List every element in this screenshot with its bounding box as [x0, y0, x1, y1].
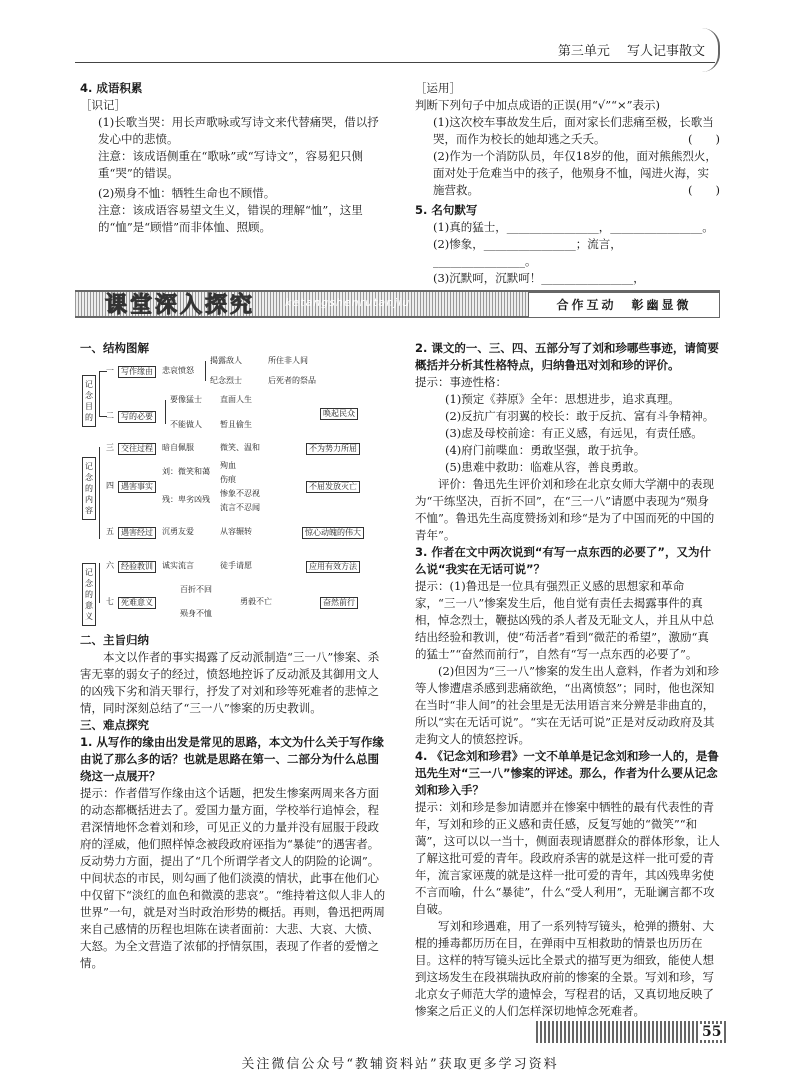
usage-label: ［运用］ — [415, 81, 461, 95]
answer-1: 提示：作者借写作缘由这个话题，把发生惨案两周来各方面的动态都概括进去了。爱国力量方面，学校举行追悼会，程君深情地怀念着刘和珍，可见正义的力量并没有屈服于段政府的淫威，他们照样悼念被段政府诬指为“暴徒”的遇害者。反动势力方面，提出了“几个所谓学者文人的阴险的论调”。中间状态的市民，则勾画了他们淡漠的情状，此事在他们心中仅留下“淡红的血色和微漠的悲哀”。“维持着这似人非人的世界”一句，就是对当时政治形势的概括。再则，鲁迅把两周来自己感情的历程也坦陈在读者面前：大悲、大哀、大愤、大怒。为全文营造了浓郁的抒情氛围，表现了作者的爱憎之情。 — [80, 786, 386, 970]
page-number-bar — [536, 1021, 726, 1043]
recite-line-3[interactable]: (3)沉默呵，沉默呵！________________， — [433, 271, 645, 285]
theme-heading: 二、主旨归纳 — [80, 633, 149, 647]
page-header — [558, 40, 705, 59]
banner-pinyin: ketangshenrutanjiu — [285, 296, 411, 309]
left-column-text — [80, 632, 390, 972]
diagram-node-sacrifice: 死难意义 — [118, 597, 156, 609]
page-number: 55 — [702, 1024, 722, 1040]
answer-4b: 写刘和珍遇难，用了一系列特写镜头，枪弹的攒射、大棍的捶毒都历历在目，在弹雨中互相救助的情景也历历在目。这样的特写镜头远比全景式的描写更为细致，能使人想到这场发生在段祺瑞执政府前的惨案的全景。写刘和珍，写北京女子师范大学的遗悼会，写程君的话，又真切地反映了惨案之后正义的人们怎样深切地悼念死难者。 — [415, 919, 714, 1018]
answer-blank-2[interactable]: ( ) — [688, 183, 720, 197]
hint-5: (5)患难中救助：临难从容，善良勇敢。 — [445, 460, 646, 474]
diagram-result-perish: 不屈发放灭亡 — [306, 481, 360, 493]
footer-note: 关注微信公众号“教辅资料站”获取更多学习资料 — [241, 1057, 559, 1072]
diagram-result-awaken: 唤起民众 — [320, 408, 358, 420]
idiom-note-2: 注意：该成语容易望文生义，错误的理解“恤”，这里的“恤”是“顾惜”而非体恤、照顾。 — [98, 203, 363, 234]
header-decoration — [702, 28, 720, 72]
question-1: 1. 从写作的缘由出发是常见的思路，本文为什么关于写作缘由说了那么多的话？也就是思路在第一、二部分为什么总围绕这一点展开？ — [80, 735, 384, 783]
answer-3a: 提示：(1)鲁迅是一位具有强烈正义感的思想家和革命家，“三一八”惨案发生后，他自觉有责任去揭露事件的真相，悼念烈士，鞭挞凶残的杀人者及无耻文人，并且从中总结出经验和教训，使“苟活者”看到“微茫的希望”，激励“真的猛士”“奋然而前行”，自然有“写一点东西的必要了”。 — [415, 579, 714, 661]
memorize-label: ［识记］ — [80, 98, 126, 112]
diagram-result-unyielding: 不为势力所屈 — [306, 443, 360, 455]
recite-heading: 5. 名句默写 — [415, 203, 478, 217]
difficulty-heading: 三、难点探究 — [80, 718, 149, 732]
theme-text: 本文以作者的事实揭露了反动派制造“三一八”惨案、杀害无辜的弱女子的经过，愤怒地控诉了反动派及其御用文人的凶残下劣和消天罪行，抒发了对刘和珍等死难者的悲悼之情，同时深刻总结了“三一八”惨案的历史教训。 — [80, 650, 380, 715]
diagram-node-facts: 遇害事实 — [118, 481, 156, 493]
banner-slogan: 合作互动 彰幽显微 — [528, 292, 720, 318]
question-2: 2. 课文的一、三、四、五部分写了刘和珍哪些事迹，请简要概括并分析其性格特点，归纳鲁迅对刘和珍的评价。 — [415, 341, 719, 372]
question-4: 4. 《记念刘和珍君》一文不单单是记念刘和珍一人的，是鲁迅先生对“三一八”惨案的评述。那么，作者为什么要从记念刘和珍入手？ — [415, 749, 719, 797]
diagram-result-forward: 奋然前行 — [320, 597, 358, 609]
idiom-section — [80, 80, 390, 236]
hint-2: (2)反抗广有羽翼的校长：敢于反抗、富有斗争精神。 — [445, 409, 715, 423]
hint-4: (4)府门前喋血：勇敢坚强，敢于抗争。 — [445, 443, 646, 457]
diagram-node-necessity: 写的必要 — [118, 411, 156, 423]
diagram-node-interaction: 交往过程 — [118, 443, 156, 455]
answer-4a: 提示：刘和珍是参加请愿并在惨案中牺牲的最有代表性的青年，写刘和珍的正义感和责任感，反复写她的“微笑”“和蔼”，这可以以一当十，侧面表现请愿群众的群体形象，让人了解这批可爱的青年。段政府杀害的就是这样一批可爱的青年，流言家诬蔑的就是这样一批可爱的青年，其凶残卑劣使不言而喻，什么“暴徒”，什么“受人利用”，无耻谰言都不攻自破。 — [415, 800, 720, 916]
hint-1: (1)预定《莽原》全年：思想进步，追求真理。 — [445, 392, 680, 406]
structure-heading: 一、结构图解 — [80, 341, 149, 355]
diagram-group-purpose: 记念目的 — [82, 375, 96, 427]
diagram-node-lessons: 经验教训 — [118, 561, 156, 573]
usage-question-1: (1)这次校车事故发生后，面对家长们悲痛至极，长歌当哭，而作为校长的她却逃之夭夭。 ( ) — [433, 115, 720, 146]
hint-label: 提示：事迹性格： — [415, 375, 507, 389]
idiom-item-2: (2)殒身不恤：牺牲生命也不顾惜。 — [98, 186, 276, 200]
recite-line-1[interactable]: (1)真的猛士，________________，________________。 — [433, 220, 714, 234]
evaluation: 评价：鲁迅先生评价刘和珍在北京女师大学潮中的表现为“干练坚决，百折不回”，在“三一八”请愿中表现为“殒身不恤”。鲁迅先生高度赞扬刘和珍“是为了中国而死的中国的青年”。 — [415, 477, 715, 542]
diagram-group-meaning: 记念的意义 — [82, 563, 96, 626]
idiom-note-1: 注意：该成语侧重在“歌咏”或“写诗文”，容易犯只侧重“哭”的错误。 — [98, 149, 364, 180]
right-column-text — [415, 340, 720, 1020]
answer-blank-1[interactable]: ( ) — [688, 132, 720, 146]
banner-title: 课堂深入探究 — [105, 293, 256, 318]
structure-heading-wrap — [80, 340, 390, 357]
unit-label: 第三单元 — [557, 44, 610, 59]
recite-line-2[interactable]: (2)惨象，________________；流言，________________。 — [433, 237, 622, 268]
section-banner — [75, 290, 720, 318]
answer-3b: (2)但因为“三一八”惨案的发生出人意料，作者为刘和珍等人惨遭虐杀感到悲痛欲绝，“出离愤怒”；同时，他也深知在当时“非人间”的社会里是无法用语言来分辨是非曲直的，所以“实在无话可说”。“实在无话可说”正是对反动政府及其走狗文人的愤怒控诉。 — [415, 664, 720, 746]
usage-question-2: (2)作为一个消防队员，年仅18岁的他，面对熊熊烈火，面对处于危难当中的孩子，他殒身不恤，闯进火海，实施营救。 ( ) — [433, 149, 720, 197]
usage-section — [415, 80, 720, 304]
structure-diagram: 记念目的 记念的内容 记念的意义 一 写作缘由 悲哀愤怒 揭露敌人 所住非人间 纪念烈士 后死者的祭品 二 写的必要 要像猛士 直面人生 不能做人 暂且偷生 唤起民众 三 交往过程 暗自佩服 微笑、温和 不为势力所屈 四 遇害事实 刘：微笑和蔼 殉血 伤痕 残：卑劣凶残 惨象不忍视 流言不忍闻 不屈发放灭亡 五 遇害经过 沉勇友爱 从容辗转 惊心动魄的伟大 六 经验教训 诚实流言 徒手请愿 应用有效方法 七 死难意义 百折不回 殒身不恤 勇毅不亡 奋然前行 — [80, 365, 390, 625]
header-divider — [75, 62, 715, 63]
hint-3: (3)虑及母校前途：有正义感，有远见，有责任感。 — [445, 426, 703, 440]
diagram-group-content: 记念的内容 — [82, 457, 96, 520]
question-3: 3. 作者在文中两次说到“有写一点东西的必要了”，又为什么说“我实在无话可说”？ — [415, 545, 711, 576]
diagram-node-reason: 写作缘由 — [118, 366, 156, 378]
diagram-result-greatness: 惊心动魄的伟大 — [302, 527, 364, 539]
idiom-item-1: (1)长歌当哭：用长声歌咏或写诗文来代替痛哭，借以抒发心中的悲愤。 — [98, 115, 379, 146]
unit-title: 写人记事散文 — [626, 44, 705, 59]
diagram-result-method: 应用有效方法 — [306, 561, 360, 573]
diagram-node-process: 遇害经过 — [118, 527, 156, 539]
idiom-heading: 4. 成语积累 — [80, 81, 143, 95]
usage-instruction: 判断下列句子中加点成语的正误(用“√”“×”表示) — [415, 98, 660, 112]
